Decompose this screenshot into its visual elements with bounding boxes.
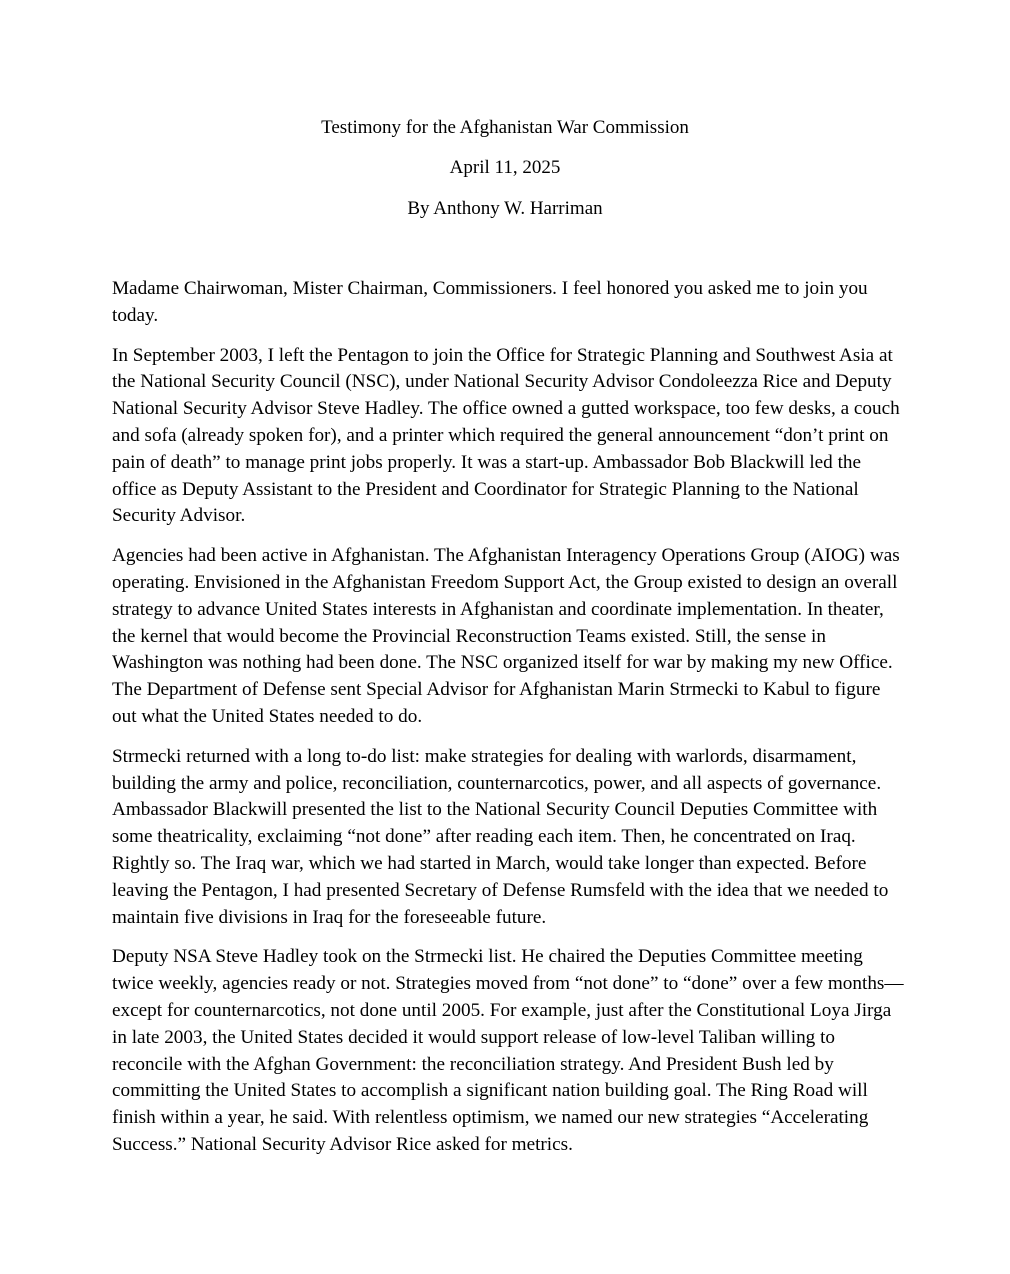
paragraph-nsc-office: In September 2003, I left the Pentagon to join the Office for Strategic Planning and Southwest Asia at the National Security Council (NSC), under National Security Advisor Condoleezza Rice and Deputy National Security Advisor Steve Hadley. The office owned a gutted workspace, too few desks, a couch and sofa (already spoken for), and a printer which required the general announcement “don’t print on pain of death” to manage print jobs properly. It was a start-up. Ambassador Bob Blackwill led the office as Deputy Assistant to the President and Coordinator for Strategic Planning to the National Security Advisor. (112, 344, 900, 527)
paragraph-strmecki-list: Strmecki returned with a long to-do list: make strategies for dealing with warlords, disarmament, building the army and police, reconciliation, counternarcotics, power, and all aspects of governance. Ambassador Blackwill presented the list to the National Security Council Deputies Committee with some theatricality, exclaiming “not done” after reading each item. Then, he concentrated on Iraq. Rightly so. The Iraq war, which we had started in March, would take longer than expected. Before leaving the Pentagon, I had presented Secretary of Defense Rumsfeld with the idea that we needed to maintain five divisions in Iraq for the foreseeable future. (112, 745, 889, 928)
paragraph-agencies: Agencies had been active in Afghanistan. The Afghanistan Interagency Operations Group (AIOG) was operating. Envisioned in the Afghanistan Freedom Support Act, the Group existed to design an overall strategy to advance United States interests in Afghanistan and coordinate implementation. In theater, the kernel that would become the Provincial Reconstruction Teams existed. Still, the sense in Washington was nothing had been done. The NSC organized itself for war by making my new Office. The Department of Defense sent Special Advisor for Afghanistan Marin Strmecki to Kabul to figure out what the United States needed to do. (112, 545, 900, 727)
document-body (112, 276, 907, 1172)
paragraph-opening: Madame Chairwoman, Mister Chairman, Commissioners. I feel honored you asked me to join you today. (112, 278, 868, 326)
document-title: Testimony for the Afghanistan War Commission (321, 117, 689, 138)
paragraph-hadley: Deputy NSA Steve Hadley took on the Strmecki list. He chaired the Deputies Committee meeting twice weekly, agencies ready or not. Strategies moved from “not done” to “done” over a few months—except for counternarcotics, not done until 2005. For example, just after the Constitutional Loya Jirga in late 2003, the United States decided it would support release of low-level Taliban willing to reconcile with the Afghan Government: the reconciliation strategy. And President Bush led by committing the United States to accomplish a significant nation building goal. The Ring Road will finish within a year, he said. With relentless optimism, we named our new strategies “Accelerating Success.” National Security Advisor Rice asked for metrics. (112, 946, 904, 1155)
document-author: By Anthony W. Harriman (407, 198, 603, 219)
document-date: April 11, 2025 (449, 157, 561, 178)
